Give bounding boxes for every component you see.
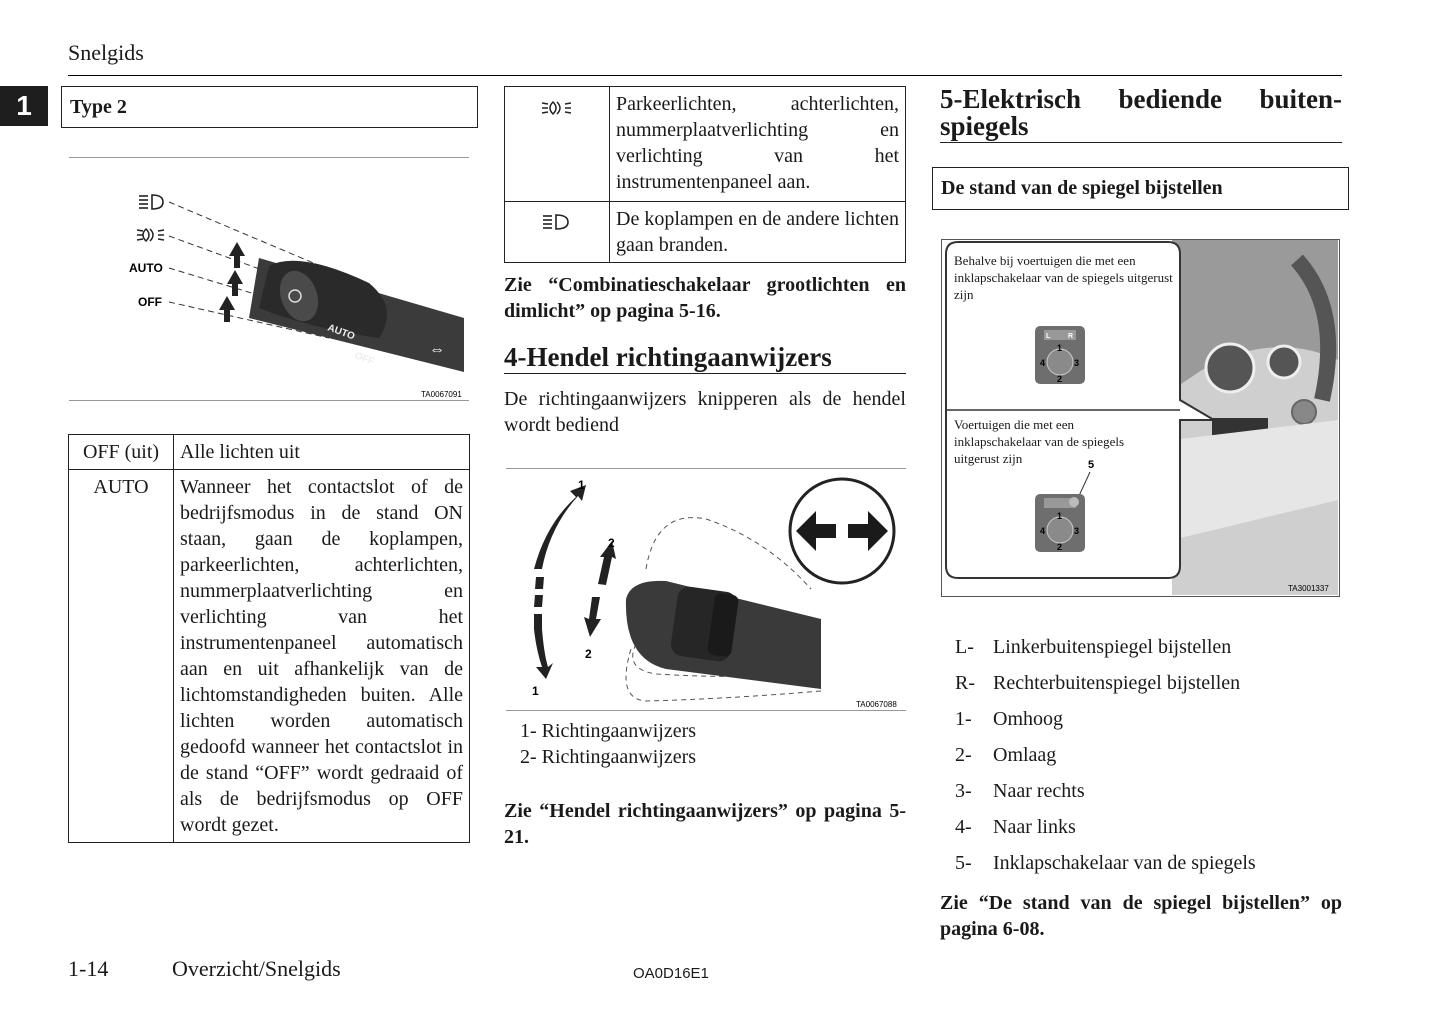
headlight-icon	[542, 213, 572, 231]
chapter-tab: 1	[0, 86, 48, 126]
switch-n3: 3	[1074, 358, 1080, 368]
mirror-legend	[955, 636, 1345, 888]
switch-r-label: R	[1068, 333, 1074, 340]
turn-signal-symbol: ⇔	[429, 341, 445, 358]
section-intro: De richtingaanwijzers knipperen als de hendel wordt bediend	[504, 388, 906, 436]
header-rule	[68, 75, 1342, 76]
light-symbol-table	[504, 86, 906, 263]
parking-light-icon	[541, 100, 573, 116]
list-item: 3- Naar rechts	[955, 780, 1085, 802]
table-row	[69, 435, 470, 470]
headlight-icon	[139, 195, 163, 209]
turn-signal-illustration	[506, 469, 906, 712]
list-item: L- Linkerbuitenspiegel bijstellen	[955, 636, 1232, 658]
switch-n1: 1	[1057, 511, 1063, 521]
switch-n4: 4	[1040, 358, 1046, 368]
section-title-turn-signal: 4-Hendel richtingaanwijzers	[504, 344, 906, 374]
mirror-switch-bottom	[1035, 494, 1085, 552]
light-switch-illustration	[69, 158, 469, 402]
table-value: De koplampen en de andere lichten gaan branden.	[610, 202, 906, 263]
reference-combination-switch: Zie “Combinatieschakelaar grootlichten en dimlicht” op pagina 5-16.	[504, 274, 906, 322]
table-value: Parkeerlichten, achterlichten, nummerplaatverlichting en verlichting van het instrumentenpaneel aan.	[610, 87, 906, 202]
turn-legend-1: 1- Richtingaanwijzers	[520, 720, 697, 742]
turn-signal-figure	[506, 468, 906, 711]
doc-code: OA0D16E1	[633, 965, 709, 982]
turn-label-2-up: 2	[608, 536, 615, 550]
turn-legend-2: 2- Richtingaanwijzers	[520, 746, 697, 768]
reference-mirror-adjust: Zie “De stand van de spiegel bijstellen” op pagina 6-08.	[940, 892, 1342, 940]
switch-n1: 1	[1057, 343, 1063, 353]
section-title-mirrors-line2: spiegels	[940, 113, 1342, 143]
running-title: Snelgids	[68, 40, 144, 65]
switch-off-label: OFF	[352, 350, 376, 368]
figure-code: TA0067091	[421, 390, 462, 399]
footer-section: Overzicht/Snelgids	[172, 956, 341, 981]
switch-n4: 4	[1040, 526, 1046, 536]
figure-code: TA3001337	[1288, 584, 1329, 593]
section-title-mirrors-line1: 5-Elektrisch bediende buiten-	[940, 84, 1342, 114]
light-mode-table	[68, 434, 470, 843]
table-row	[505, 202, 906, 263]
switch-n2: 2	[1057, 542, 1063, 552]
mirror-switch-top	[1035, 326, 1085, 384]
list-item: 4- Naar links	[955, 816, 1076, 838]
turn-label-1-down: 1	[532, 684, 539, 698]
table-key: AUTO	[69, 470, 174, 843]
mirror-switch-illustration	[942, 240, 1338, 595]
table-value: Alle lichten uit	[174, 435, 470, 470]
off-label: OFF	[138, 295, 162, 309]
mirror-callout-bottom: Voertuigen die met een inklapschakelaar van de spiegels uitgerust zijn	[954, 417, 1124, 466]
figure-code: TA0067088	[856, 700, 897, 709]
switch-l-label: L	[1046, 333, 1051, 340]
turn-label-2-down: 2	[585, 647, 592, 661]
reference-turn-signal: Zie “Hendel richtingaanwijzers” op pagina 5-21.	[504, 800, 906, 848]
turn-label-1-up: 1	[578, 478, 585, 492]
table-row	[69, 470, 470, 843]
mirror-callout-top: Behalve bij voertuigen die met een inklapschakelaar van de spiegels uitgerust zijn	[954, 253, 1173, 302]
mirror-switch-figure	[941, 239, 1340, 597]
list-item: R- Rechterbuitenspiegel bijstellen	[955, 672, 1241, 694]
list-item: 1- Omhoog	[955, 708, 1063, 730]
mirror-adjust-heading: De stand van de spiegel bijstellen	[932, 167, 1349, 210]
page-number: 1-14	[68, 956, 109, 981]
light-switch-figure	[69, 157, 469, 401]
table-value: Wanneer het contactslot of de bedrijfsmodus in de stand ON staan, gaan de koplampen, parkeerlichten, achterlichten, nummerplaatverlichting en verlichting van het instrumentenpaneel automatisch aan en uit afhankelijk van de lichtomstandigheden buiten. Alle lichten worden automatisch gedoofd wanneer het contactslot in de stand “OFF” wordt gedraaid of als de bedrijfsmodus op OFF wordt gezet.	[174, 470, 470, 843]
parking-light-icon	[137, 229, 164, 241]
table-row	[505, 87, 906, 202]
switch-auto-label: AUTO	[325, 322, 357, 343]
type-heading: Type 2	[61, 86, 478, 128]
folding-switch-number: 5	[1088, 459, 1095, 471]
list-item: 2- Omlaag	[955, 744, 1057, 766]
switch-n3: 3	[1074, 526, 1080, 536]
switch-n2: 2	[1057, 374, 1063, 384]
list-item: 5- Inklapschakelaar van de spiegels	[955, 852, 1256, 874]
auto-label: AUTO	[129, 261, 163, 275]
table-key: OFF (uit)	[69, 435, 174, 470]
